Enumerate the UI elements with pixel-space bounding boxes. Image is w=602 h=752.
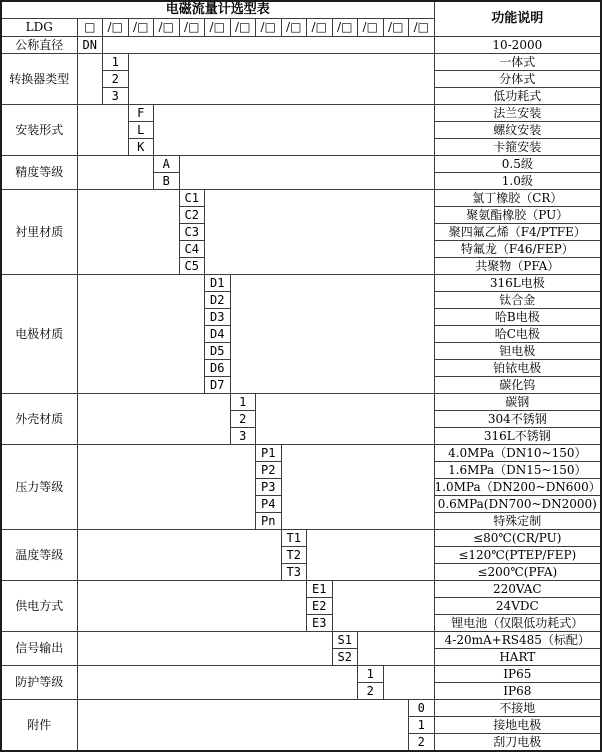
option-description: 氯丁橡胶（CR）	[434, 190, 601, 207]
option-code: S1	[332, 632, 358, 649]
option-description: HART	[434, 649, 601, 666]
option-description: 不接地	[434, 700, 601, 717]
left-filler	[77, 54, 103, 105]
right-filler	[230, 275, 434, 394]
model-code-box: /□	[383, 19, 409, 37]
right-filler	[103, 37, 435, 54]
model-code-box: /□	[230, 19, 256, 37]
option-code: E1	[307, 581, 333, 598]
option-description: ≤80℃(CR/PU)	[434, 530, 601, 547]
title-row	[1, 1, 601, 19]
option-code: D5	[205, 343, 231, 360]
option-code: D2	[205, 292, 231, 309]
option-code: D4	[205, 326, 231, 343]
model-code-box: /□	[281, 19, 307, 37]
option-code: A	[154, 156, 180, 173]
option-description: 共聚物（PFA）	[434, 258, 601, 275]
model-code-box: /□	[332, 19, 358, 37]
left-filler	[77, 105, 128, 156]
right-filler	[332, 581, 434, 632]
group-label: 防护等级	[1, 666, 77, 700]
option-code: B	[154, 173, 180, 190]
option-description: 聚氨酯橡胶（PU）	[434, 207, 601, 224]
option-description: 钽电极	[434, 343, 601, 360]
spec-row	[1, 700, 601, 717]
option-code: K	[128, 139, 154, 156]
option-code: T2	[281, 547, 307, 564]
left-filler	[77, 156, 154, 190]
option-code: DN	[77, 37, 103, 54]
spec-row	[1, 54, 601, 71]
option-description: 特氟龙（F46/FEP）	[434, 241, 601, 258]
model-code-box: /□	[103, 19, 129, 37]
option-description: 0.5级	[434, 156, 601, 173]
option-code: 2	[358, 683, 384, 700]
left-filler	[77, 700, 409, 752]
group-label: 衬里材质	[1, 190, 77, 275]
left-filler	[77, 666, 358, 700]
right-filler	[281, 445, 434, 530]
model-code-box: /□	[256, 19, 282, 37]
option-description: 316L电极	[434, 275, 601, 292]
option-code: 2	[103, 71, 129, 88]
model-code-box: /□	[358, 19, 384, 37]
option-description: 碳钢	[434, 394, 601, 411]
spec-row	[1, 581, 601, 598]
option-code: C2	[179, 207, 205, 224]
group-label: 公称直径	[1, 37, 77, 54]
group-label: 压力等级	[1, 445, 77, 530]
option-code: L	[128, 122, 154, 139]
left-filler	[77, 190, 179, 275]
spec-row	[1, 394, 601, 411]
table-title: 电磁流量计选型表	[1, 1, 434, 19]
option-code: C4	[179, 241, 205, 258]
option-code: 2	[230, 411, 256, 428]
option-code: C5	[179, 258, 205, 275]
group-label: 供电方式	[1, 581, 77, 632]
spec-row	[1, 190, 601, 207]
option-code: D3	[205, 309, 231, 326]
option-description: 4.0MPa（DN10~150）	[434, 445, 601, 462]
spec-row	[1, 666, 601, 683]
option-description: 哈C电极	[434, 326, 601, 343]
option-description: 10-2000	[434, 37, 601, 54]
option-description: ≤200℃(PFA)	[434, 564, 601, 581]
option-description: 一体式	[434, 54, 601, 71]
left-filler	[77, 394, 230, 445]
group-label: 转换器类型	[1, 54, 77, 105]
option-code: T3	[281, 564, 307, 581]
left-filler	[77, 632, 332, 666]
option-description: 304不锈钢	[434, 411, 601, 428]
model-code-box: /□	[409, 19, 435, 37]
right-filler	[383, 666, 434, 700]
option-description: 接地电极	[434, 717, 601, 734]
option-description: 1.0级	[434, 173, 601, 190]
option-description: 法兰安装	[434, 105, 601, 122]
option-code: T1	[281, 530, 307, 547]
group-label: 精度等级	[1, 156, 77, 190]
option-code: 1	[409, 717, 435, 734]
option-description: IP65	[434, 666, 601, 683]
option-code: Pn	[256, 513, 282, 530]
option-code: 1	[358, 666, 384, 683]
option-description: 1.6MPa（DN15~150）	[434, 462, 601, 479]
spec-row	[1, 632, 601, 649]
option-code: E3	[307, 615, 333, 632]
group-label: 电极材质	[1, 275, 77, 394]
option-description: 锂电池（仅限低功耗式）	[434, 615, 601, 632]
option-description: 钛合金	[434, 292, 601, 309]
option-description: 316L不锈钢	[434, 428, 601, 445]
right-filler	[179, 156, 434, 190]
option-description: 铂铱电极	[434, 360, 601, 377]
right-filler	[307, 530, 435, 581]
option-code: P1	[256, 445, 282, 462]
option-description: 4-20mA+RS485（标配）	[434, 632, 601, 649]
group-label: 信号输出	[1, 632, 77, 666]
option-description: 分体式	[434, 71, 601, 88]
option-code: 1	[230, 394, 256, 411]
option-description: 哈B电极	[434, 309, 601, 326]
spec-row	[1, 530, 601, 547]
model-code-box: /□	[154, 19, 180, 37]
option-description: 220VAC	[434, 581, 601, 598]
option-code: 3	[103, 88, 129, 105]
option-description: 聚四氟乙烯（F4/PTFE）	[434, 224, 601, 241]
right-filler	[358, 632, 435, 666]
model-code-box: /□	[205, 19, 231, 37]
group-label: 温度等级	[1, 530, 77, 581]
option-description: 碳化钨	[434, 377, 601, 394]
left-filler	[77, 445, 256, 530]
spec-row	[1, 275, 601, 292]
option-description: 特殊定制	[434, 513, 601, 530]
group-label: 附件	[1, 700, 77, 752]
option-code: C1	[179, 190, 205, 207]
option-code: D7	[205, 377, 231, 394]
option-description: ≤120℃(PTEP/FEP)	[434, 547, 601, 564]
option-description: 刮刀电极	[434, 734, 601, 752]
option-code: E2	[307, 598, 333, 615]
option-code: P4	[256, 496, 282, 513]
spec-row	[1, 445, 601, 462]
left-filler	[77, 275, 205, 394]
option-code: 1	[103, 54, 129, 71]
right-filler	[205, 190, 435, 275]
right-filler	[128, 54, 434, 105]
group-label: 外壳材质	[1, 394, 77, 445]
right-filler	[154, 105, 435, 156]
option-code: P3	[256, 479, 282, 496]
option-description: 螺纹安装	[434, 122, 601, 139]
spec-row	[1, 37, 601, 54]
right-filler	[256, 394, 435, 445]
option-code: 3	[230, 428, 256, 445]
left-filler	[77, 530, 281, 581]
model-prefix: LDG	[1, 19, 77, 37]
option-description: 1.0MPa（DN200~DN600）	[434, 479, 601, 494]
function-description-header: 功能说明	[434, 1, 601, 37]
option-code: 2	[409, 734, 435, 752]
option-code: D6	[205, 360, 231, 377]
option-code: S2	[332, 649, 358, 666]
option-description: 低功耗式	[434, 88, 601, 105]
option-code: D1	[205, 275, 231, 292]
group-label: 安装形式	[1, 105, 77, 156]
option-code: C3	[179, 224, 205, 241]
option-code: 0	[409, 700, 435, 717]
option-description: 24VDC	[434, 598, 601, 615]
spec-row	[1, 105, 601, 122]
option-description: 卡箍安装	[434, 139, 601, 156]
left-filler	[77, 581, 307, 632]
model-code-box: /□	[179, 19, 205, 37]
model-code-box: /□	[128, 19, 154, 37]
option-code: F	[128, 105, 154, 122]
option-description: 0.6MPa(DN700~DN2000)	[434, 496, 601, 513]
model-checkbox: □	[77, 19, 103, 37]
option-description: IP68	[434, 683, 601, 700]
model-code-box: /□	[307, 19, 333, 37]
option-code: P2	[256, 462, 282, 479]
spec-row	[1, 156, 601, 173]
